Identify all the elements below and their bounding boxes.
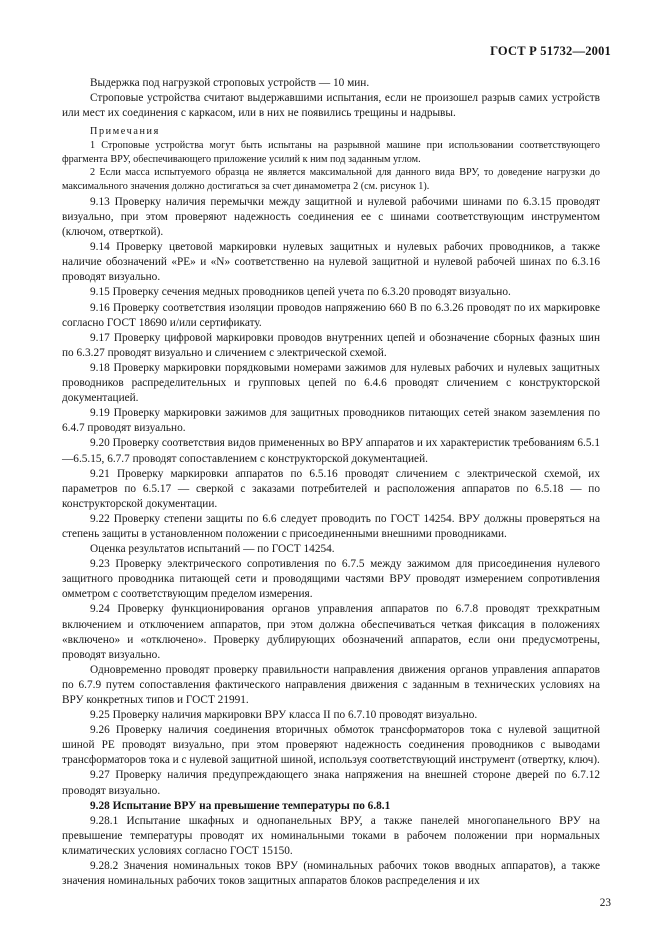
clause-9-22: 9.22 Проверку степени защиты по 6.6 следует проводить по ГОСТ 14254. ВРУ должны проверяться на степень защиты в установленном положении с присоединенными внешними проводниками. [62, 512, 600, 540]
standard-header: ГОСТ Р 51732—2001 [490, 44, 611, 58]
clause-9-20: 9.20 Проверку соответствия видов примененных во ВРУ аппаратов и их характеристик требованиям 6.5.1—6.5.15, 6.7.7 проводят сопоставлением с конструкторской документацией. [62, 437, 600, 465]
page-content [62, 76, 600, 889]
clause-9-26: 9.26 Проверку наличия соединения вторичных обмоток трансформаторов тока с нулевой защитной шиной PE проводят визуально, при этом проверяют надежность соединения проводников с выводами трансформаторов тока и с нулевой защитной шиной, используя соответствующий инструмент (отвертку, ключ). [62, 724, 600, 767]
clause-9-23: 9.23 Проверку электрического сопротивления по 6.7.5 между зажимом для присоединения нулевого защитного проводника питающей сети и проводящими частями ВРУ проводят измерением сопротивления омметром с соответствующим пределом измерения. [62, 558, 600, 601]
clause-9-24-continued: Одновременно проводят проверку правильности направления движения органов управления аппаратов по 6.7.9 путем сопоставления фактического направления движения с заданным в технических условиях на ВРУ конкретных типов и ГОСТ 21991. [62, 663, 600, 706]
clause-9-17: 9.17 Проверку цифровой маркировки проводов внутренних цепей и обозначение сборных фазных шин по 6.3.27 проводят визуально и сличением с электрической схемой. [62, 331, 600, 359]
clause-9-16: 9.16 Проверку соответствия изоляции проводов напряжению 660 В по 6.3.26 проводят по их маркировке согласно ГОСТ 18690 и/или сертификату. [62, 301, 600, 329]
clause-9-15: 9.15 Проверку сечения медных проводников цепей учета по 6.3.20 проводят визуально. [90, 286, 511, 299]
clause-9-19: 9.19 Проверку маркировки зажимов для защитных проводников питающих сетей знаком заземления по 6.4.7 проводят визуально. [62, 407, 600, 435]
paragraph: Строповые устройства считают выдержавшими испытания, если не произошел разрыв самих устройств или мест их соединения с каркасом, или в них не появились трещины и надрывы. [62, 92, 600, 120]
page-number: 23 [599, 897, 611, 909]
clause-9-21: 9.21 Проверку маркировки аппаратов по 6.5.16 проводят сличением с электрической схемой, их параметров по 6.5.17 — сверкой с заказами потребителей и расположения аппаратов по 6.5.18 — по конструкторской документации. [62, 467, 600, 510]
clause-9-18: 9.18 Проверку маркировки порядковыми номерами зажимов для нулевых рабочих и нулевых защитных проводников распределительных и групповых цепей по 6.4.6 проводят сличением с конструкторской документацией. [62, 361, 600, 405]
notes-title: Примечания [90, 126, 160, 138]
note-item: 1 Строповые устройства могут быть испытаны на разрывной машине при использовании соответствующего фрагмента ВРУ, обеспечивающего приложение усилий к ним под заданным углом. [62, 140, 600, 165]
clause-9-28-2: 9.28.2 Значения номинальных токов ВРУ (номинальных рабочих токов вводных аппаратов), а также значения номинальных рабочих токов защитных аппаратов блоков распределения и их [62, 860, 600, 888]
clause-9-14: 9.14 Проверку цветовой маркировки нулевых защитных и нулевых рабочих проводников, а также наличие обозначений «PE» и «N» соответственно на нулевой защитной и нулевой рабочей шинах по 6.3.16 проводят визуально. [62, 241, 600, 284]
clause-9-27: 9.27 Проверку наличия предупреждающего знака напряжения на внешней стороне дверей по 6.7.12 проводят визуально. [62, 769, 600, 797]
clause-9-24: 9.24 Проверку функционирования органов управления аппаратов по 6.7.8 проводят трехкратным включением и отключением аппаратов, при этом должна обеспечиваться четкая фиксация в положениях «включено» и «отключено». Проверку дублирующих обозначений аппаратов, если они предусмотрены, проводят визуально. [62, 603, 600, 661]
paragraph: Выдержка под нагрузкой строповых устройств — 10 мин. [90, 77, 370, 89]
clause-9-25: 9.25 Проверку наличия маркировки ВРУ класса II по 6.7.10 проводят визуально. [90, 709, 478, 722]
section-heading-9-28: 9.28 Испытание ВРУ на превышение температуры по 6.8.1 [90, 799, 391, 812]
clause-9-22-result: Оценка результатов испытаний — по ГОСТ 14254. [90, 543, 335, 556]
clause-9-28-1: 9.28.1 Испытание шкафных и однопанельных ВРУ, а также панелей многопанельного ВРУ на превышение температуры проводят их номинальными токами в рабочем положении при нормальных климатических условиях согласно ГОСТ 15150. [62, 814, 600, 857]
clause-9-13: 9.13 Проверку наличия перемычки между защитной и нулевой рабочими шинами по 6.3.15 проводят визуально, при этом проверяют надежность соединения ее с шинами соответствующим инструментом (ключом, отверткой). [62, 195, 600, 239]
note-item: 2 Если масса испытуемого образца не является максимальной для данного вида ВРУ, то доведение нагрузки до максимального значения должно достигаться за счет динамометра 2 (см. рисунок 1). [62, 167, 600, 192]
